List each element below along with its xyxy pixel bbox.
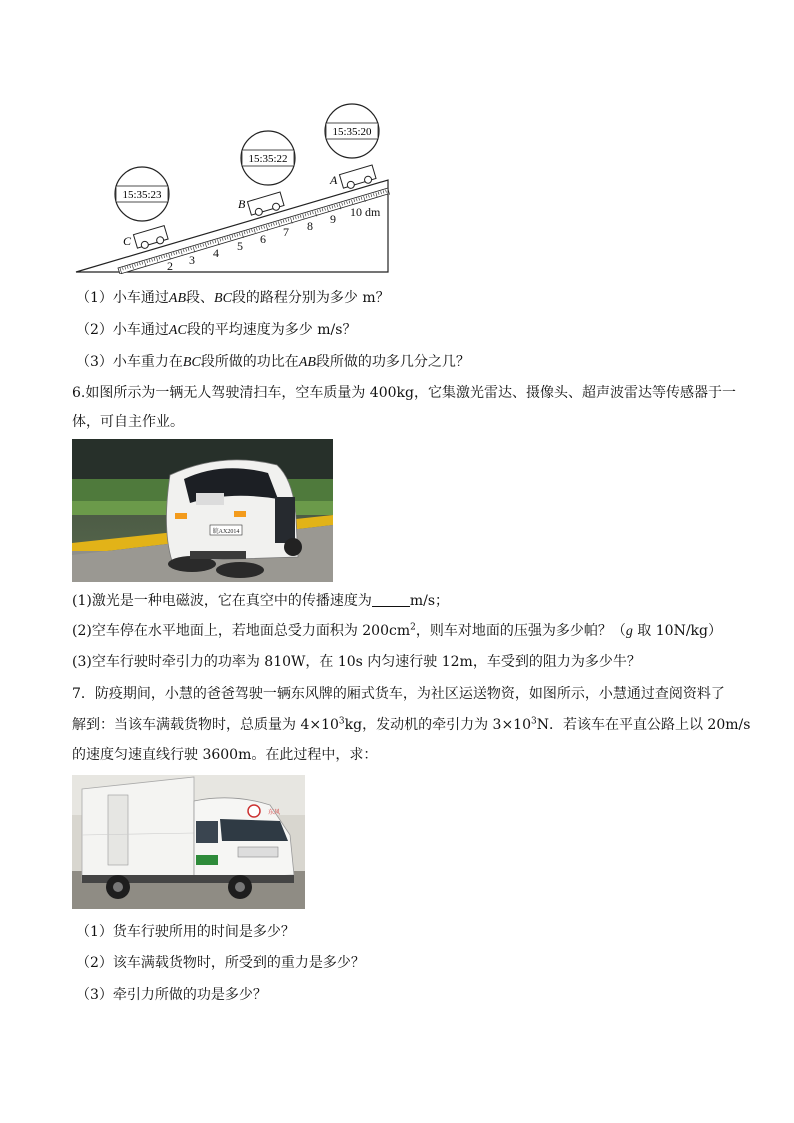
incline-figure bbox=[72, 98, 392, 274]
ruler-number-2: 2 bbox=[167, 259, 173, 273]
q7-sub3: （3）牵引力所做的功是多少？ bbox=[76, 987, 267, 1003]
svg-text:15:35:22: 15:35:22 bbox=[248, 153, 288, 165]
q7-stem-line3: 的速度匀速直线行驶 3600m。在此过程中，求： bbox=[72, 747, 378, 763]
sweeper-photo bbox=[72, 439, 333, 582]
q7-sub1: （1）货车行驶所用的时间是多少？ bbox=[76, 924, 295, 940]
ruler-number-8: 8 bbox=[307, 219, 313, 233]
ruler-number-3: 3 bbox=[189, 253, 195, 267]
svg-text:15:35:23: 15:35:23 bbox=[122, 189, 162, 201]
truck-brand: 东风 bbox=[268, 810, 281, 816]
q6-part2: (2)空车停在水平地面上，若地面总受力面积为 $200cm^2$，则车对地面的压强为多少帕？（g 取 10N/kg） bbox=[72, 622, 722, 639]
ruler-end-label: 10 dm bbox=[350, 205, 381, 219]
cart-a bbox=[339, 165, 376, 190]
q5-sub1: （1）小车通过AB段、BC段的路程分别为多少 m？ bbox=[76, 290, 390, 306]
q6-part1: (1)激光是一种电磁波，它在真空中的传播速度为 m/s； bbox=[72, 593, 450, 609]
ruler-numbers bbox=[167, 205, 381, 273]
q7-sub2: （2）该车满载货物时，所受到的重力是多少？ bbox=[76, 955, 365, 971]
q6-stem-line2: 体，可自主作业。 bbox=[72, 414, 184, 430]
ruler-number-5: 5 bbox=[237, 239, 243, 253]
ruler-number-9: 9 bbox=[330, 212, 336, 226]
clock-a bbox=[325, 104, 379, 158]
q7-stem-line1: 7．防疫期间，小慧的爸爸驾驶一辆东风牌的厢式货车，为社区运送物资，如图所示，小慧通过查阅资料了 bbox=[72, 686, 725, 702]
q5-sub2: （2）小车通过AC段的平均速度为多少 m/s？ bbox=[76, 322, 357, 338]
q5-sub3: （3）小车重力在BC段所做的功比在AB段所做的功多几分之几？ bbox=[76, 354, 470, 370]
clock-c bbox=[115, 167, 169, 221]
svg-text:15:35:20: 15:35:20 bbox=[332, 126, 372, 138]
ruler-number-4: 4 bbox=[213, 246, 219, 260]
q6-stem-line1: 6.如图所示为一辆无人驾驶清扫车，空车质量为 400kg，它集激光雷达、摄像头、超声波雷达等传感器于一 bbox=[72, 385, 736, 401]
ruler-number-6: 6 bbox=[260, 232, 266, 246]
truck-photo bbox=[72, 775, 305, 909]
label-c: C bbox=[123, 234, 132, 248]
ruler-number-7: 7 bbox=[283, 225, 289, 239]
q6-part3: (3)空车行驶时牵引力的功率为 810W，在 10s 内匀速行驶 12m，车受到的阻力为多少牛？ bbox=[72, 654, 641, 670]
q7-stem-line2: 解到：当该车满载货物时，总质量为 $4\times 10^3kg$，发动机的牵引力为 $3\times 10^3N$．若该车在平直公路上以 20m/s bbox=[72, 716, 751, 733]
label-a: A bbox=[330, 173, 338, 187]
label-b: B bbox=[238, 197, 246, 211]
answer-blank[interactable] bbox=[372, 592, 410, 607]
clock-b bbox=[241, 131, 295, 185]
plate-text: 皖AX2014 bbox=[212, 529, 240, 535]
cart-b bbox=[247, 192, 284, 217]
